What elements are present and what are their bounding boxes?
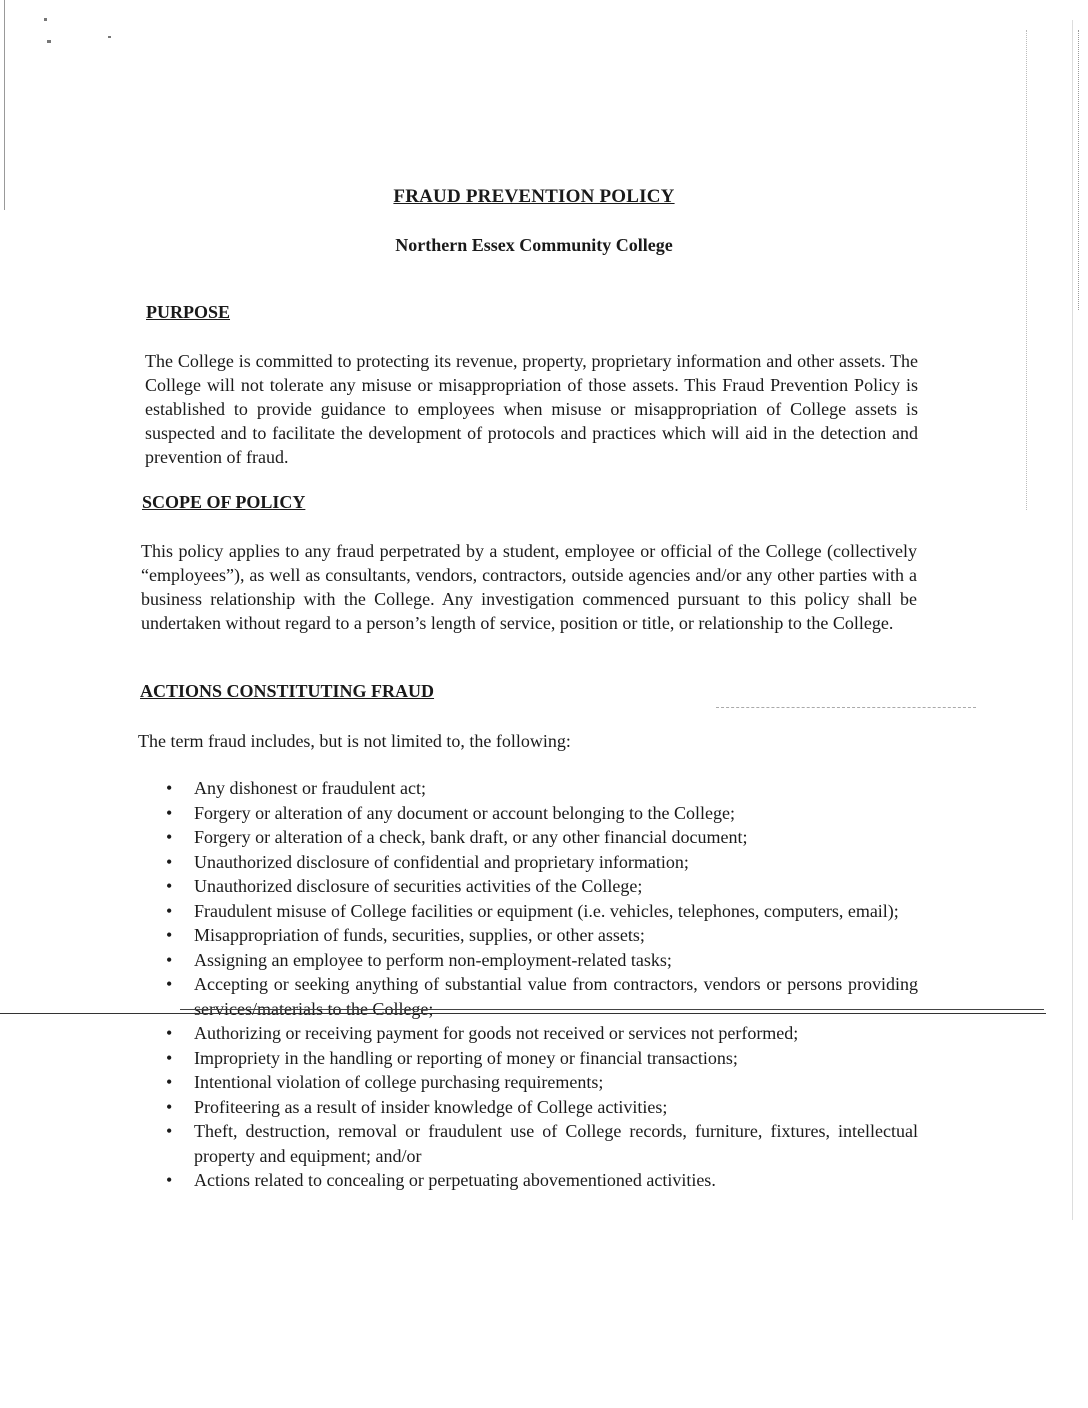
- fraud-actions-list: [162, 776, 918, 1193]
- purpose-heading: PURPOSE: [146, 302, 231, 322]
- list-item: • Any dishonest or fraudulent act;: [162, 776, 918, 801]
- list-item: • Fraudulent misuse of College facilities or equipment (i.e. vehicles, telephones, computers, email);: [162, 899, 918, 924]
- list-item: • Profiteering as a result of insider knowledge of College activities;: [162, 1095, 918, 1120]
- actions-heading: ACTIONS CONSTITUTING FRAUD: [140, 681, 435, 701]
- scan-speck: [1072, 20, 1073, 1220]
- list-item: • Unauthorized disclosure of confidential and proprietary information;: [162, 850, 918, 875]
- document-title: FRAUD PREVENTION POLICY: [393, 186, 675, 207]
- scan-dotted-noise: [1026, 30, 1028, 510]
- scan-speck: [108, 36, 111, 38]
- scan-edge-mark: [4, 0, 5, 210]
- list-item: • Assigning an employee to perform non-employment-related tasks;: [162, 948, 918, 973]
- list-item: • Forgery or alteration of a check, bank draft, or any other financial document;: [162, 825, 918, 850]
- purpose-paragraph: The College is committed to protecting its revenue, property, proprietary information and other assets. The College will not tolerate any misuse or misappropriation of those assets. This Fraud Prevention Policy is established to provide guidance to employees when misuse or misappropriation of College assets is suspected and to facilitate the development of protocols and practices which will aid in the detection and prevention of fraud.: [145, 351, 918, 467]
- scope-paragraph: This policy applies to any fraud perpetrated by a student, employee or official of the College (collectively “employees”), as well as consultants, vendors, contractors, outside agencies and/or any other parties with a business relationship with the College. Any investigation commenced pursuant to this policy shall be undertaken without regard to a person’s length of service, position or title, or relationship to the College.: [141, 541, 917, 633]
- list-item: • Authorizing or receiving payment for goods not received or services not performed;: [162, 1021, 918, 1046]
- scan-strike-line: [180, 1009, 1044, 1010]
- list-item: • Impropriety in the handling or reporting of money or financial transactions;: [162, 1046, 918, 1071]
- list-item: • Intentional violation of college purchasing requirements;: [162, 1070, 918, 1095]
- scan-dashed-noise: [716, 707, 976, 708]
- document-subtitle: Northern Essex Community College: [395, 235, 673, 255]
- list-item: • Theft, destruction, removal or fraudulent use of College records, furniture, fixtures, intellectual property and equipment; and/or: [162, 1119, 918, 1168]
- list-item: • Misappropriation of funds, securities, supplies, or other assets;: [162, 923, 918, 948]
- scope-heading: SCOPE OF POLICY: [142, 492, 306, 512]
- list-item: • Accepting or seeking anything of substantial value from contractors, vendors or persons providing services/materials to the College;: [162, 972, 918, 1021]
- list-item: • Forgery or alteration of any document or account belonging to the College;: [162, 801, 918, 826]
- list-item: • Actions related to concealing or perpetuating abovementioned activities.: [162, 1168, 918, 1193]
- scan-speck: [44, 18, 47, 21]
- scan-strike-line: [0, 1013, 1046, 1014]
- list-item: • Unauthorized disclosure of securities activities of the College;: [162, 874, 918, 899]
- scan-dotted-noise: [1078, 30, 1080, 310]
- actions-intro: The term fraud includes, but is not limited to, the following:: [138, 731, 571, 751]
- scan-speck: [47, 40, 51, 43]
